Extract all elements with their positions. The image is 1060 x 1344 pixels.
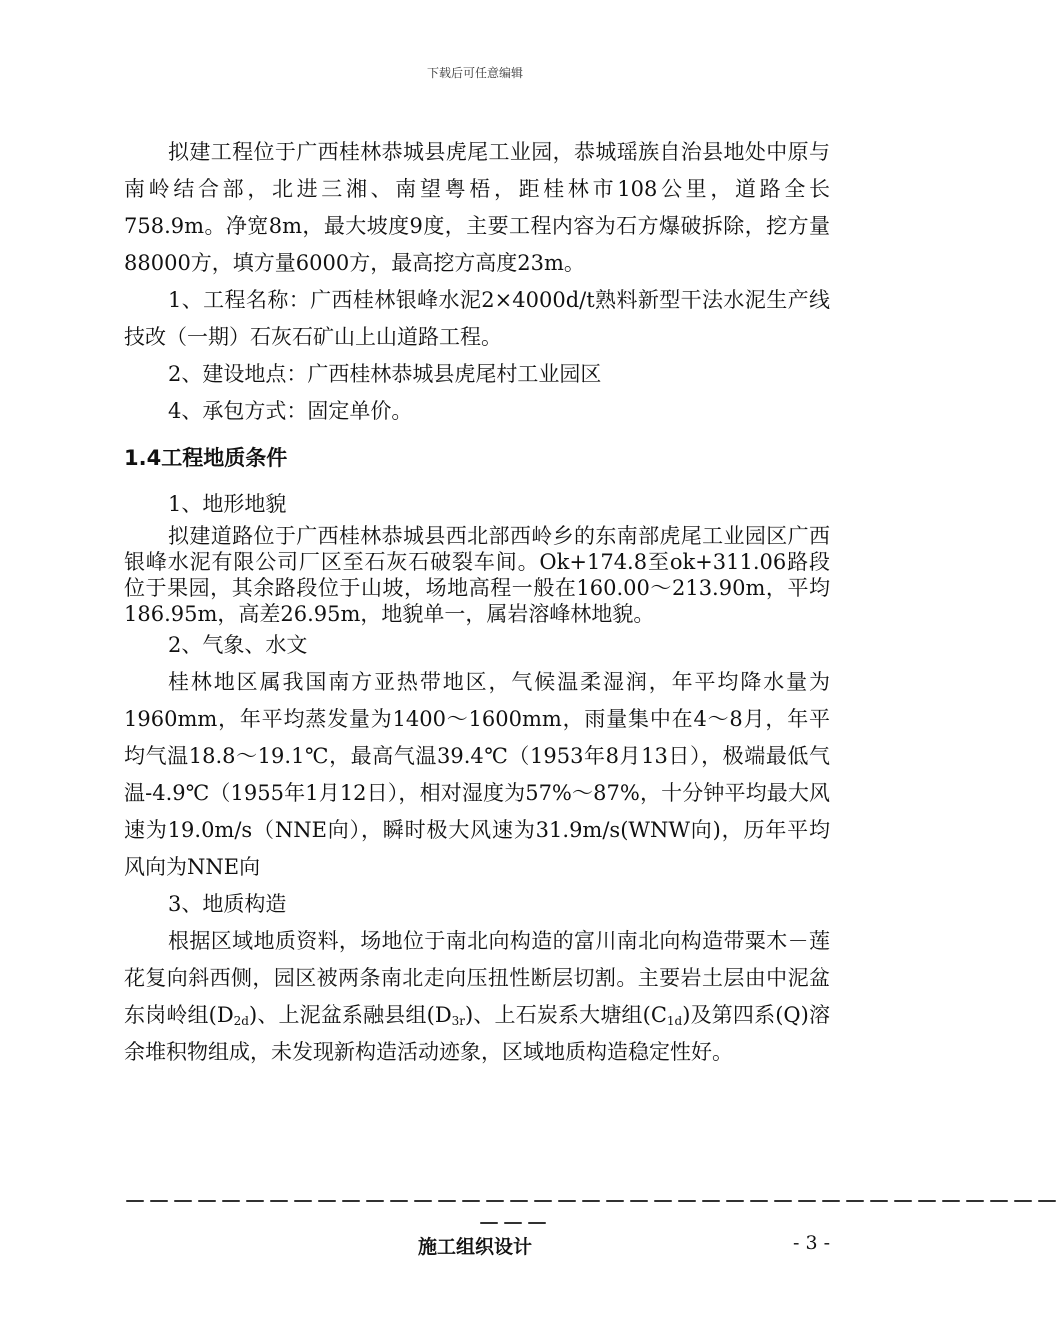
geology-sub-b: 3r bbox=[451, 1014, 466, 1028]
page-number: - 3 - bbox=[792, 1232, 830, 1254]
header-note: 下载后可任意编辑 bbox=[426, 66, 523, 80]
climate-text: 桂林地区属我国南方亚热带地区，气候温柔湿润，年平均降水量为1960mm，年平均蒸发量为1400～1600mm，雨量集中在4～8月，年平均气温18.8～19.1℃，最高气温39.4℃（1953年8月13日），极端最低气温-4.9℃（1955年1月12日），相对湿度为57%～87%，十分钟平均最大风速为19.0m/s（NNE向），瞬时极大风速为31.9m/s(WNW向)，历年平均风向为NNE向 bbox=[124, 670, 830, 879]
geology-text-b: )、上泥盆系融县组(D bbox=[249, 1003, 452, 1027]
footer-divider-tail: －－－ bbox=[478, 1212, 551, 1237]
document-body bbox=[124, 134, 830, 1071]
geology-text-d: )及第四系(Q)溶余堆积物组成，未发现新构造活动迹象，区域地质构造稳定性好。 bbox=[124, 1003, 830, 1064]
geology-title: 3、地质构造 bbox=[168, 892, 287, 916]
project-name-item: 1、工程名称：广西桂林银峰水泥2×4000d/t熟料新型干法水泥生产线技改（一期）石灰石矿山上山道路工程。 bbox=[124, 288, 830, 349]
location-item: 2、建设地点：广西桂林恭城县虎尾村工业园区 bbox=[168, 362, 602, 386]
terrain-title: 1、地形地貌 bbox=[168, 492, 287, 516]
geology-sub-a: 2d bbox=[233, 1014, 249, 1028]
geology-text-c: )、上石炭系大塘组(C bbox=[465, 1003, 667, 1027]
terrain-text: 拟建道路位于广西桂林恭城县西北部西岭乡的东南部虎尾工业园区广西银峰水泥有限公司厂区至石灰石破裂车间。Ok+174.8至ok+311.06路段位于果园，其余路段位于山坡，场地高程一般在160.00～213.90m，平均186.95m，高差26.95m，地貌单一，属岩溶峰林地貌。 bbox=[124, 524, 830, 626]
geology-text bbox=[124, 923, 830, 1071]
climate-title: 2、气象、水文 bbox=[168, 633, 308, 657]
geology-text-a: 根据区域地质资料，场地位于南北向构造的富川南北向构造带粟木－莲花复向斜西侧，园区被两条南北走向压扭性断层切割。主要岩土层由中泥盆东岗岭组(D bbox=[124, 929, 830, 1027]
section-heading: 1.4工程地质条件 bbox=[124, 446, 288, 470]
contract-item: 4、承包方式：固定单价。 bbox=[168, 399, 413, 423]
footer-divider: －－－－－－－－－－－－－－－－－－－－－－－－－－－－－－－－－－－－－－－ bbox=[124, 1190, 1060, 1215]
geology-sub-c: 1d bbox=[666, 1014, 683, 1028]
footer-title: 施工组织设计 bbox=[417, 1236, 532, 1258]
intro-paragraph: 拟建工程位于广西桂林恭城县虎尾工业园，恭城瑶族自治县地处中原与南岭结合部，北进三湘、南望粤梧，距桂林市108公里，道路全长758.9m。净宽8m，最大坡度9度，主要工程内容为石方爆破拆除，挖方量88000方，填方量6000方，最高挖方高度23m。 bbox=[124, 140, 830, 275]
